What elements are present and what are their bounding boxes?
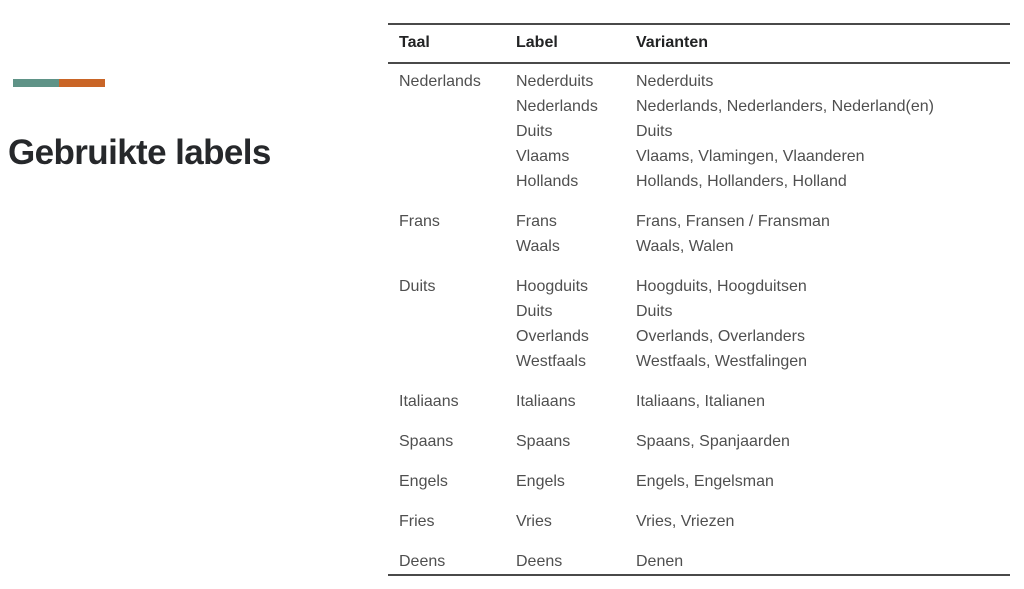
cell-label: Duits (516, 123, 553, 140)
table-group (388, 549, 1010, 574)
table-row (388, 299, 1010, 324)
cell-varianten: Duits (636, 123, 673, 140)
table-row (388, 429, 1010, 454)
cell-label: Overlands (516, 328, 589, 345)
cell-taal (399, 144, 516, 169)
cell-label: Westfaals (516, 353, 586, 370)
cell-label: Frans (516, 213, 557, 230)
cell-label: Duits (516, 303, 553, 320)
cell-label: Engels (516, 473, 565, 490)
table-row (388, 549, 1010, 574)
table-row (388, 209, 1010, 234)
column-header-varianten: Varianten (636, 34, 709, 51)
cell-taal (399, 324, 516, 349)
cell-label: Vries (516, 513, 552, 530)
cell-taal: Fries (399, 513, 435, 530)
table-row (388, 509, 1010, 534)
cell-taal: Italiaans (399, 393, 459, 410)
cell-varianten: Duits (636, 303, 673, 320)
table-row (388, 349, 1010, 374)
cell-label: Italiaans (516, 393, 576, 410)
table-group (388, 469, 1010, 494)
table-row (388, 119, 1010, 144)
cell-varianten: Frans, Fransen / Fransman (636, 213, 830, 230)
table-row (388, 234, 1010, 259)
table-group (388, 429, 1010, 454)
table-group (388, 69, 1010, 194)
cell-taal (399, 119, 516, 144)
cell-varianten: Hoogduits, Hoogduitsen (636, 278, 807, 295)
cell-taal: Deens (399, 553, 446, 570)
table-row (388, 389, 1010, 414)
cell-varianten: Engels, Engelsman (636, 473, 774, 490)
accent-bar-teal-segment (13, 79, 59, 87)
cell-varianten: Waals, Walen (636, 238, 734, 255)
table-group (388, 509, 1010, 534)
table-row (388, 169, 1010, 194)
page-title: Gebruikte labels (8, 133, 271, 173)
cell-label: Nederduits (516, 73, 594, 90)
table-row (388, 144, 1010, 169)
cell-label: Hollands (516, 173, 579, 190)
table-group (388, 389, 1010, 414)
cell-varianten: Spaans, Spanjaarden (636, 433, 790, 450)
cell-varianten: Nederduits (636, 73, 714, 90)
table-row (388, 469, 1010, 494)
column-header-taal: Taal (399, 34, 430, 51)
accent-bar (13, 79, 105, 87)
table-row (388, 324, 1010, 349)
cell-varianten: Westfaals, Westfalingen (636, 353, 808, 370)
cell-label: Vlaams (516, 148, 570, 165)
table-row (388, 69, 1010, 94)
cell-taal (399, 169, 516, 194)
labels-table (388, 23, 1010, 576)
cell-label: Waals (516, 238, 560, 255)
cell-varianten: Denen (636, 553, 684, 570)
cell-varianten: Vlaams, Vlamingen, Vlaanderen (636, 148, 865, 165)
cell-varianten: Nederlands, Nederlanders, Nederland(en) (636, 98, 934, 115)
cell-varianten: Italiaans, Italianen (636, 393, 765, 410)
cell-label: Deens (516, 553, 563, 570)
table-row (388, 274, 1010, 299)
cell-taal (399, 349, 516, 374)
cell-taal: Spaans (399, 433, 454, 450)
cell-taal (399, 299, 516, 324)
cell-varianten: Hollands, Hollanders, Holland (636, 173, 847, 190)
cell-taal: Nederlands (399, 73, 481, 90)
labels-table-body (388, 64, 1010, 576)
cell-taal: Engels (399, 473, 448, 490)
cell-label: Nederlands (516, 98, 598, 115)
table-header-row (388, 23, 1010, 64)
cell-label: Hoogduits (516, 278, 589, 295)
cell-varianten: Vries, Vriezen (636, 513, 735, 530)
table-group (388, 274, 1010, 374)
cell-taal: Frans (399, 213, 440, 230)
table-row (388, 94, 1010, 119)
cell-taal (399, 94, 516, 119)
column-header-label: Label (516, 34, 558, 51)
cell-varianten: Overlands, Overlanders (636, 328, 805, 345)
accent-bar-orange-segment (59, 79, 105, 87)
table-group (388, 209, 1010, 259)
cell-taal (399, 234, 516, 259)
cell-taal: Duits (399, 278, 436, 295)
cell-label: Spaans (516, 433, 571, 450)
